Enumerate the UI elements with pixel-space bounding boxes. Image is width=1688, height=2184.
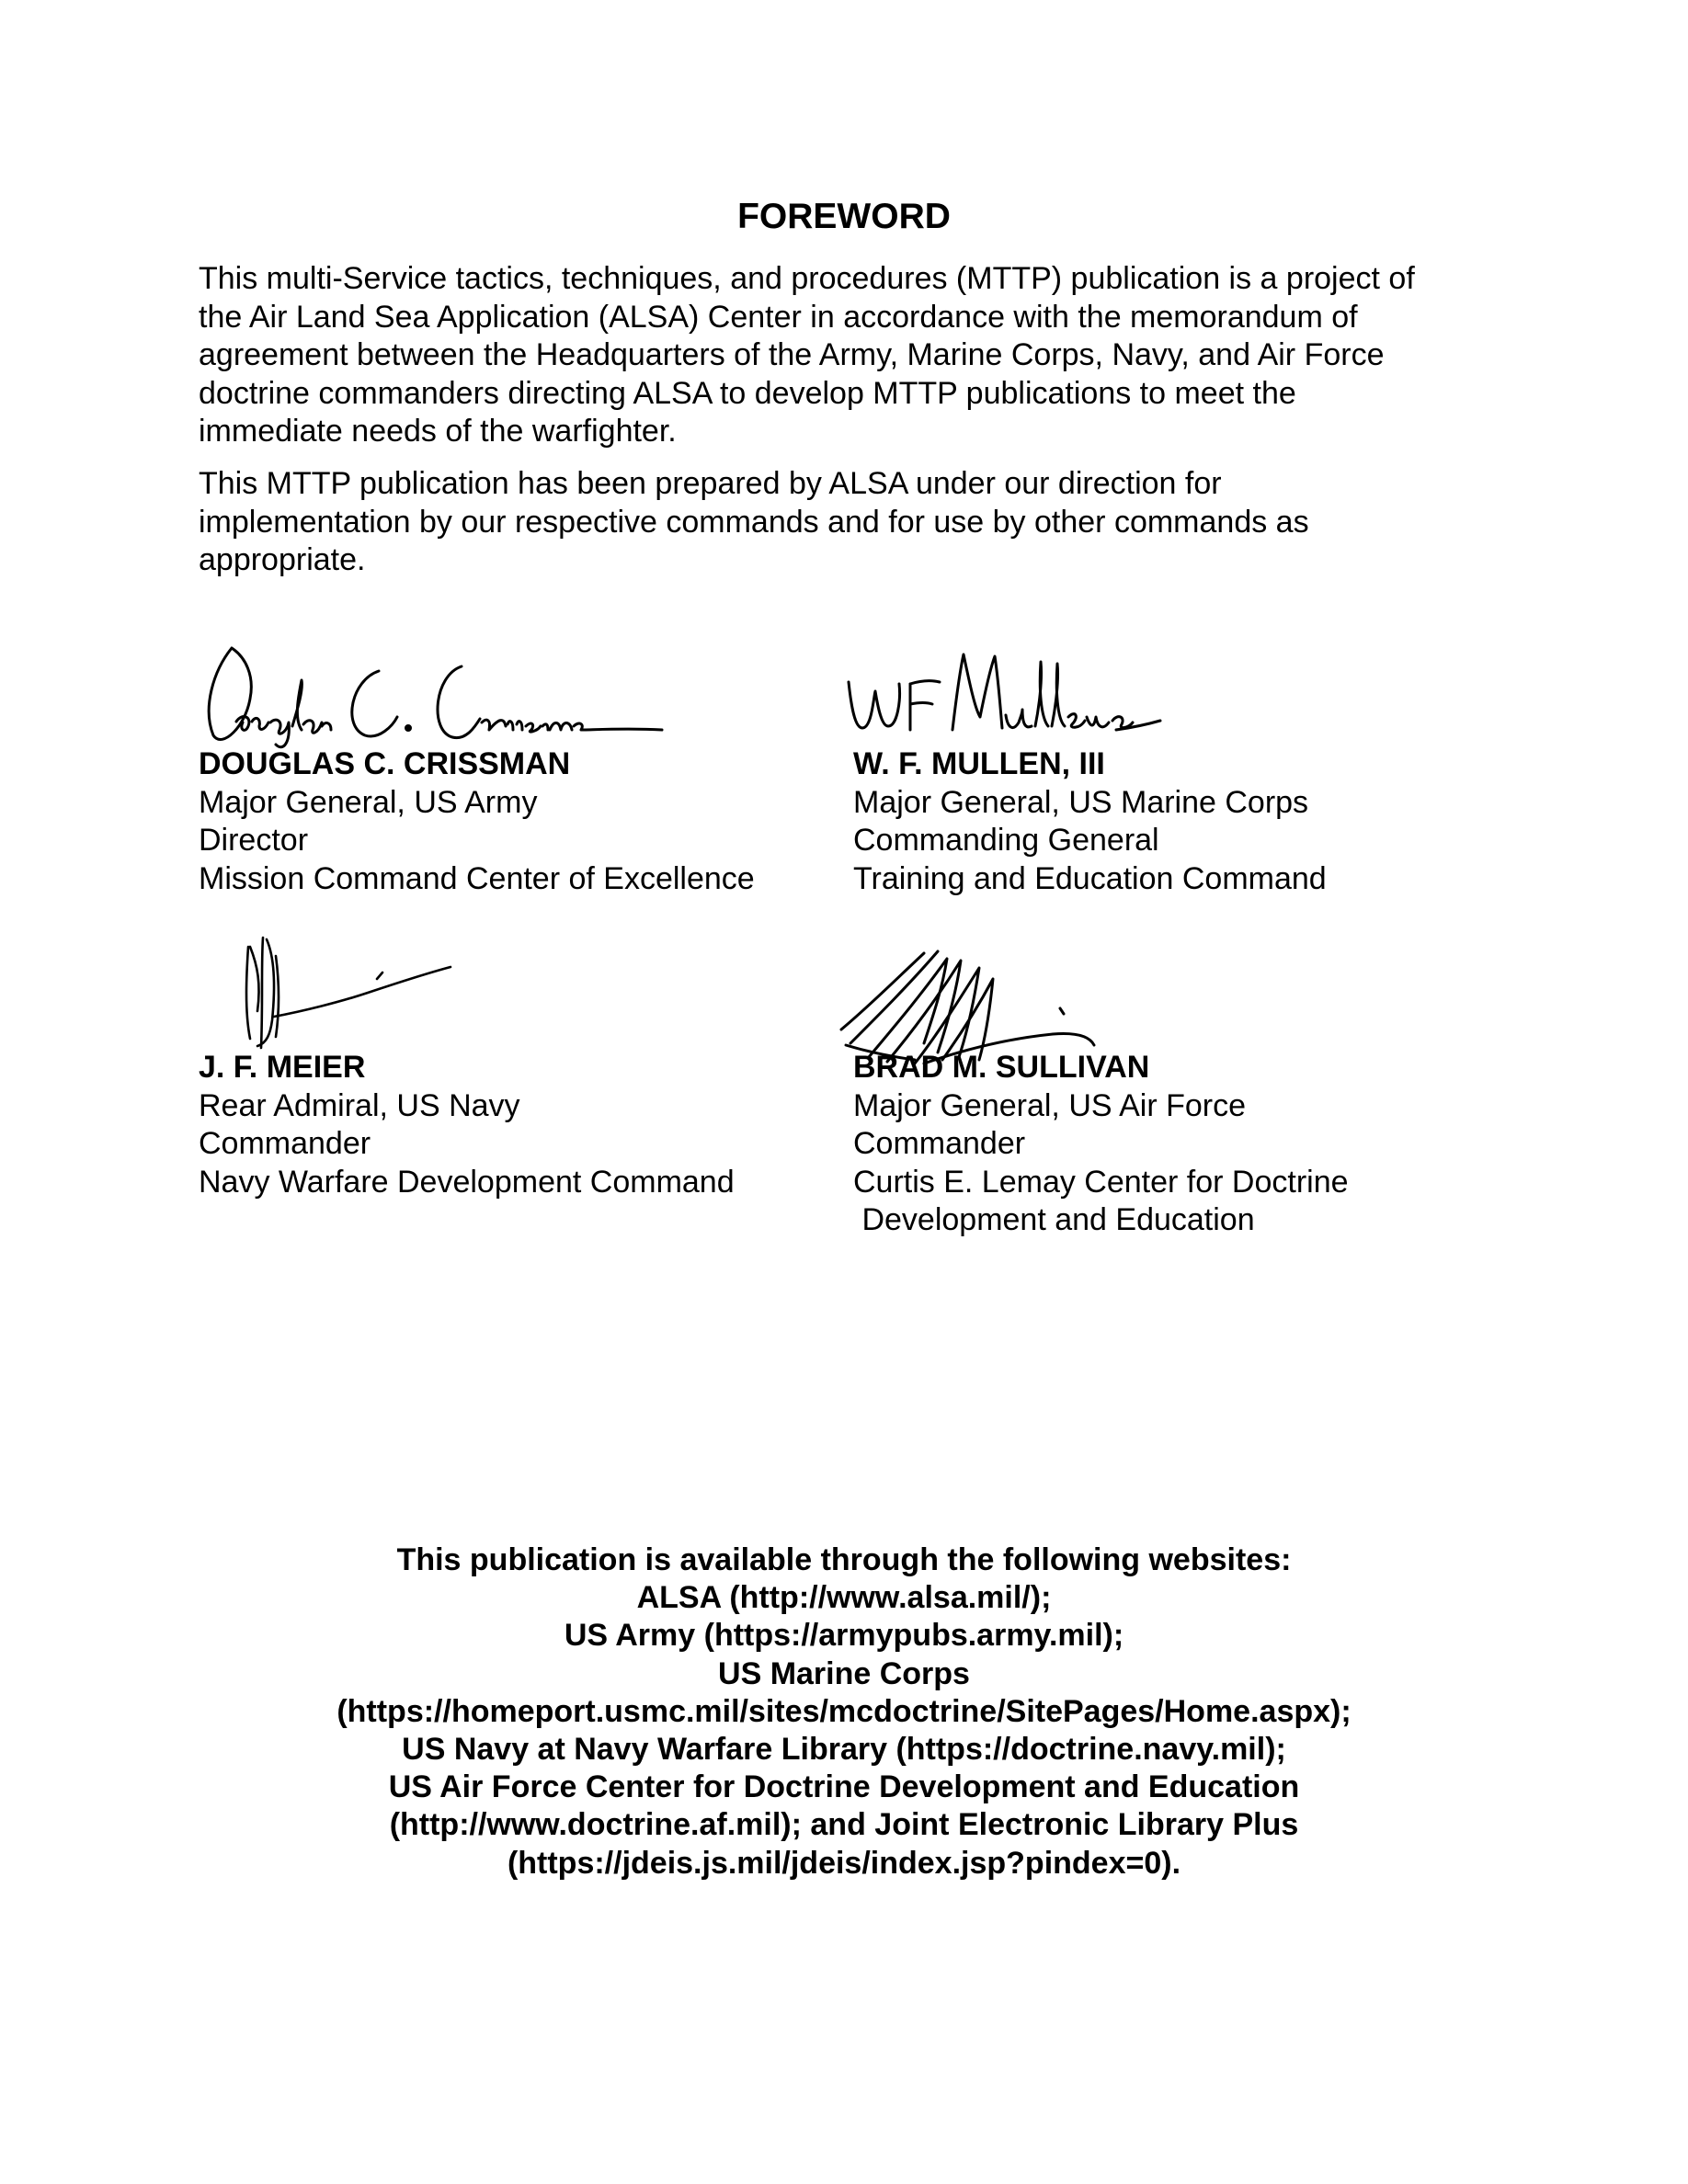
availability-line: (https://jdeis.js.mil/jdeis/index.jsp?pindex=0). [507,1845,1181,1881]
signatory-organization: Mission Command Center of Excellence [199,860,755,896]
signatory-position: Commander [853,1126,1026,1161]
signatory-name: J. F. MEIER [199,1050,366,1085]
signatory-position: Commanding General [853,823,1159,858]
signatory-organization: Training and Education Command [853,860,1327,896]
signatory-rank: Major General, US Air Force [853,1087,1247,1123]
availability-line: (https://homeport.usmc.mil/sites/mcdoctrine/SitePages/Home.aspx); [336,1693,1352,1729]
availability-line: US Marine Corps [718,1655,970,1691]
signatory-name: BRAD M. SULLIVAN [853,1050,1150,1085]
signatory-organization: Navy Warfare Development Command [199,1164,735,1200]
availability-line: US Navy at Navy Warfare Library (https://doctrine.navy.mil); [402,1731,1286,1767]
paragraph-line: implementation by our respective commands and for use by other commands as [199,504,1309,540]
signatory-rank: Major General, US Army [199,784,538,820]
signatory-position: Commander [199,1126,371,1161]
paragraph-line: doctrine commanders directing ALSA to develop MTTP publications to meet the [199,375,1296,411]
signatory-rank: Rear Admiral, US Navy [199,1087,520,1123]
signature-meier [230,928,469,1057]
availability-line: (http://www.doctrine.af.mil); and Joint Electronic Library Plus [389,1807,1299,1843]
availability-line: This publication is available through the following websites: [396,1542,1292,1577]
signatory-rank: Major General, US Marine Corps [853,784,1309,820]
paragraph-line: This MTTP publication has been prepared by ALSA under our direction for [199,466,1222,501]
availability-line: ALSA (http://www.alsa.mil/); [636,1580,1052,1616]
signatory-sullivan [853,1049,1349,1240]
signatory-organization: Curtis E. Lemay Center for Doctrine [853,1164,1349,1200]
signatory-position: Director [199,823,309,858]
signatory-name: DOUGLAS C. CRISSMAN [199,746,571,781]
foreword-paragraph-2 [199,465,1504,580]
signatory-crissman [199,745,755,898]
availability-line: US Air Force Center for Doctrine Development and Education [388,1769,1300,1805]
signatory-organization-continued: Development and Education [853,1202,1255,1237]
page-title: FOREWORD [737,197,951,236]
signatory-meier [199,1049,735,1201]
signatory-name: W. F. MULLEN, III [853,746,1105,781]
paragraph-line: This multi-Service tactics, techniques, and procedures (MTTP) publication is a project of [199,261,1415,296]
signature-mullen [844,643,1230,745]
foreword-paragraph-1 [199,260,1504,451]
availability-notice [0,1541,1688,1883]
paragraph-line: immediate needs of the warfighter. [199,414,677,449]
signature-crissman [195,634,673,754]
signatory-mullen [853,745,1327,898]
paragraph-line: agreement between the Headquarters of the Army, Marine Corps, Navy, and Air Force [199,337,1385,372]
paragraph-line: appropriate. [199,542,366,577]
availability-line: US Army (https://armypubs.army.mil); [564,1618,1124,1654]
paragraph-line: the Air Land Sea Application (ALSA) Center in accordance with the memorandum of [199,299,1358,335]
